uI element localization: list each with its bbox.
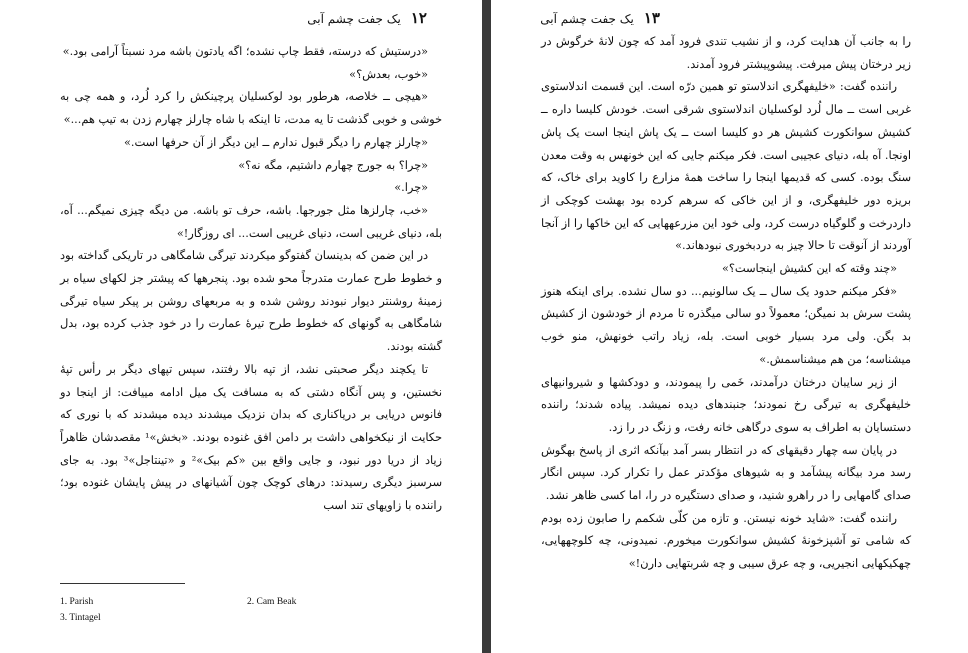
paragraph: راننده گفت: «خلیفهگری اندلاستو تو همین درّه است. این قسمت اندلاستوی غربی است ــ مال لُرد لوکسلیان اندلاستوی شرقی است. خودش کلیسا داره ــ کشیش سوانکورت کشیش هر دو کلیسا است ــ یک پاش اینجا است یک پاش اونجا. آه بله، دنیای عجیبی است. فکر میکنم جایی که این خونهس به وقت معدن سنگ بوده. کسی که قدیمها اینجا را ساخت همهٔ مزارع را کاوید برای خاک، که بریزه دور خلیفهگری، و از این خاکی که سرهم کرده بود بهشت کوچکی از داردرخت و گلوگیاه درست کرد، ولی خود این مزرعههایی که این خاکها را از آنجا آوردند از آنوقت تا حالا چیز به دردبخوری نبودهاند.»: [541, 80, 911, 253]
right-page-body: [541, 31, 911, 576]
footnote-1: 1. Parish: [60, 597, 94, 607]
footnote-rule: [60, 583, 185, 584]
right-page: [491, 0, 968, 653]
paragraph: راننده گفت: «شاید خونه نیستن. و تازه من کلّی شکمم را صابون زده بودم که شامی تو آشپزخونهٔ کشیش سوانکورت میخورم. نمیدونی، چه کلوچههایی، چهکیکهایی انجیریی، و چه عرق سیبی و چه شربتهایی دارن!»: [541, 511, 911, 571]
paragraph: «درستیش که درسته، فقط چاپ نشده؛ اگه یادتون باشه مرد نسبتاً آرامی بود.»: [62, 45, 428, 58]
footnote-2: 2. Cam Beak: [247, 597, 297, 607]
paragraph: در پایان سه چهار دقیقهای که در انتظار بسر آمد بیآنکه اثری از پاسخ بهگوش رسد مرد بیگانه پیشآمد و به شیوهای مؤکدتر عمل را تکرار کرد. سپس انگار صدای گامهایی را در راهرو شنید، و صدای دستگیره در را، اما کسی ظاهر نشد.: [541, 443, 911, 503]
paragraph: در این ضمن که بدینسان گفتوگو میکردند تیرگی شامگاهی در تاریکی گداخته بود و خطوط طرح عمارت متدرجاً محو شده بود. پنجرهها که پیشتر جز لکهای سیاه بر زمینهٔ روشنتر دیوار نبودند روشن شده و به مربعهای روشن بر پیکر سیاه تیرگی شامگاهی به گونهای که خطوط طرح تیرهٔ عمارت را در خود جذب کرده بود، بدل گشته بودند.: [60, 249, 442, 354]
paragraph: «فکر میکنم حدود یک سال ــ یک سالونیم... دو سال نشده. برای اینکه هنوز پشت سرش بد نمیگن؛ معمولاً دو سالی میگذره تا مردم از خودشون از کشیش بد بگن. ولی مرد بسیار خوبی است. بله، زیاد راتب خونهش، منو خوب میشناسه؛ من هم میشناسمش.»: [541, 284, 911, 366]
paragraph: «چارلز چهارم را دیگر قبول ندارم ــ این دیگر از آن حرفها است.»: [123, 135, 428, 149]
paragraph: تا یکچند دیگر صحبتی نشد، از تپه بالا رفتند، سپس تپهای دیگر بر رأس تپهٔ نخستین، و پس آنگاه دشتی که به مسافت یک میل ادامه مییافت: از اینجا دو فانوس دریایی بر دریاکناری که بدان نزدیک میشدند دیده میشدند که با نوری که حکایت از نیکخواهی داشت بر دامن افق غنوده بودند. «بخش»¹ مقصدشان ظاهراً زیاد از دریا دور نبود، و جایی واقع بین «کم بیک»² و «تینتاجل»³ بود. به جای سرسبز دیگری رسیدند: درهای کوچک چون آشیانهای در پیش پایشان غنوده بود؛ راننده با زاویهای تند اسب: [60, 362, 443, 513]
paragraph: «خب، چارلزها مثل جورجها. باشه، حرف تو باشه. من دیگه چیزی نمیگم... آه، بله، دنیای غریبی است، دنیای غریبی است... ای روزگار!»: [60, 203, 442, 240]
left-page-header: [307, 9, 427, 27]
paragraph: «خوب، بعدش؟»: [349, 67, 428, 81]
left-page: [0, 0, 482, 653]
paragraph: از زیر سایبان درختان درآمدند، خَمی را پیمودند، و دودکشها و شیروانیهای خلیفهگری به تیرگی رخ نمودند؛ جنبندهای دیده نمیشد. پیاده شدند؛ راننده دستسایان به اطراف به سوی درگاهی خانه رفت، و زنگ در را زد.: [541, 375, 911, 434]
right-page-header: [540, 9, 660, 27]
paragraph: «هیچی ــ خلاصه، هرطور بود لوکسلیان پرچینکش را کرد لُرد، و همه چی به خوشی و خوبی گذشت تا یه مدت، تا اینکه با شاه چارلز چهارم زدن به تیپ هم...»: [60, 90, 442, 127]
page-number: ۱۲: [410, 9, 427, 27]
paragraph: «چند وقته که این کشیش اینجاست؟»: [722, 262, 897, 276]
running-title: یک جفت چشم آبی: [540, 12, 634, 26]
page-divider: [482, 0, 491, 653]
footnotes: [60, 594, 360, 626]
paragraph: را به جانب آن هدایت کرد، و از نشیب تندی فرود آمد که چون لانهٔ خرگوش در زیر درختان پیش میرفت. پیشوپیشتر فرود آمدند.: [541, 35, 911, 71]
running-title: یک جفت چشم آبی: [307, 12, 401, 26]
paragraph: «چرا.»: [394, 181, 428, 195]
paragraph: «چرا؟ به جورج چهارم داشتیم، مگه نه؟»: [238, 158, 428, 172]
page-number: ۱۳: [643, 9, 660, 27]
left-page-body: [60, 41, 442, 518]
footnote-3: 3. Tintagel: [60, 613, 101, 623]
